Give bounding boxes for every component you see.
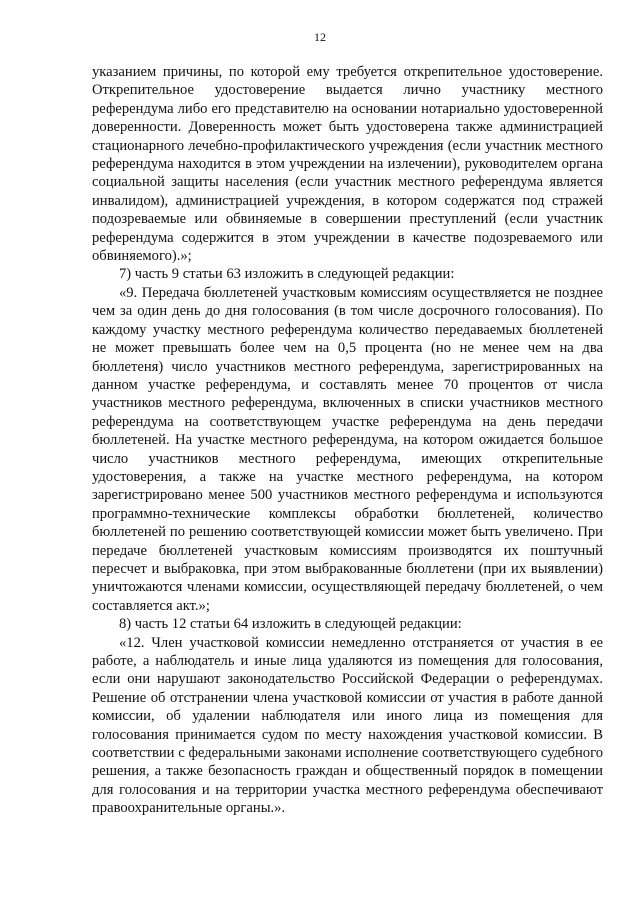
page-number: 12: [314, 30, 326, 44]
paragraph-amendment-7: 7) часть 9 статьи 63 изложить в следующей редакции:: [119, 266, 455, 283]
document-body: [92, 63, 603, 818]
paragraph-amendment-8: 8) часть 12 статьи 64 изложить в следующей редакции:: [119, 616, 462, 633]
paragraph-part-12-text: «12. Член участковой комиссии немедленно отстраняется от участия в ее работе, а наблюдатель и иные лица удаляются из помещения для голосования, если они нарушают законодательство Российской Федерации о референдумах. Решение об отстранении члена участковой комиссии от участия в работе данной комиссии, об удалении наблюдателя или иного лица из помещения для голосования принимается судом по месту нахождения участковой комиссии. В соответствии с федеральными законами исполнение соответствующего судебного решения, а также безопасность граждан и общественный порядок в помещении для голосования и на территории участка местного референдума обеспечивают правоохранительные органы.».: [92, 634, 603, 817]
paragraph-part-9-text: «9. Передача бюллетеней участковым комиссиям осуществляется не позднее чем за один день до дня голосования (в том числе досрочного голосования). По каждому участку местного референдума количество передаваемых бюллетеней не может превышать более чем на 0,5 процента (но не менее чем на два бюллетеня) число участников местного референдума, зарегистрированных на данном участке референдума, и составлять менее 70 процентов от числа участников местного референдума, включенных в списки участников местного референдума на соответствующем участке референдума на день передачи бюллетеней. На участке местного референдума, на котором ожидается большое число участников местного референдума, имеющих открепительные удостоверения, а также на участке местного референдума, на котором зарегистрировано менее 500 участников местного референдума и используются программно-технические комплексы обработки бюллетеней, количество бюллетеней по решению соответствующей комиссии может быть увеличено. При передаче бюллетеней участковым комиссиям производятся их поштучный пересчет и выбраковка, при этом выбракованные бюллетени (при их выявлении) уничтожаются членами комиссии, осуществляющей передачу бюллетеней, о чем составляется акт.»;: [92, 284, 603, 614]
paragraph-voter-certificate: указанием причины, по которой ему требуется открепительное удостоверение. Открепительное удостоверение выдается лично участнику местного референдума либо его представителю на основании нотариально удостоверенной доверенности. Доверенность может быть удостоверена также администрацией стационарного лечебно-профилактического учреждения (если участник местного референдума находится в этом учреждении на излечении), руководителем органа социальной защиты населения (если участник местного референдума является инвалидом), администрацией учреждения, в котором содержатся под стражей подозреваемые или обвиняемые в совершении преступлений (если участник референдума содержится в этом учреждении в качестве подозреваемого или обвиняемого).»;: [92, 64, 603, 265]
